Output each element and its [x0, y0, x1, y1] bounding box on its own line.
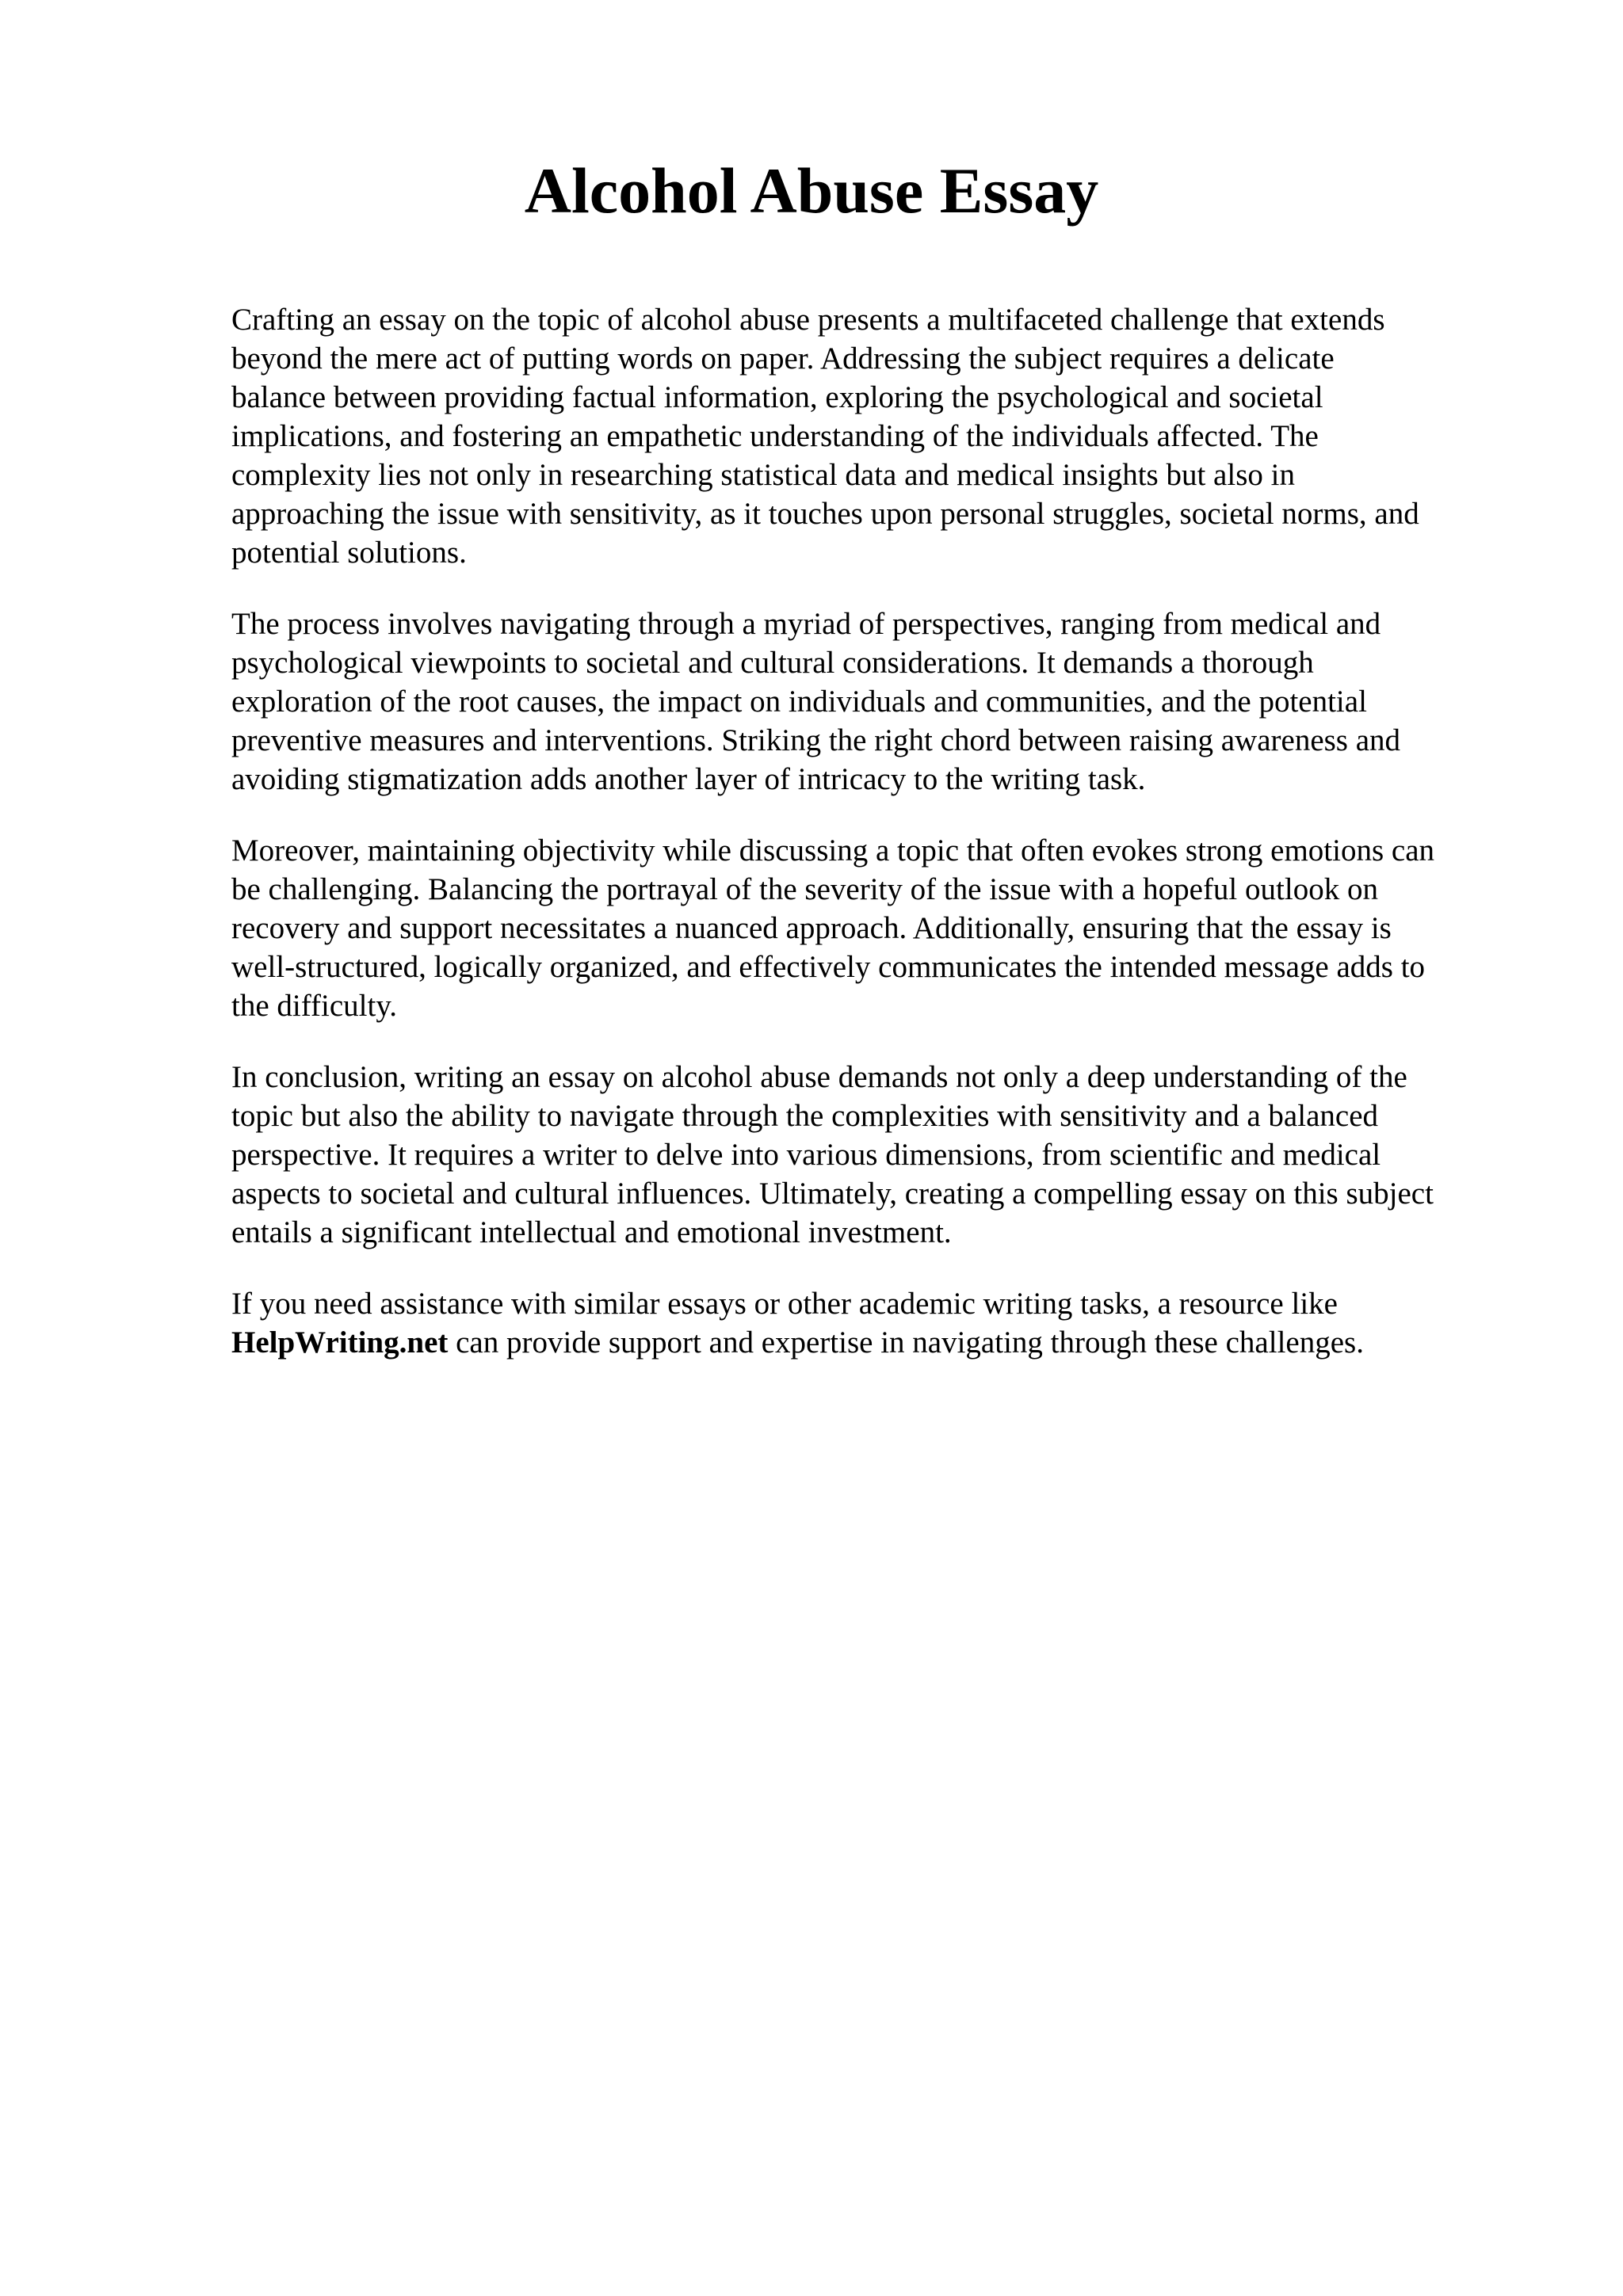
- closing-text: can provide support and expertise in navigating through these challenges.: [448, 1325, 1364, 1360]
- text-line: psychological viewpoints to societal and cultural considerations. It demands a thorough: [231, 646, 1314, 680]
- text-line: be challenging. Balancing the portrayal of the severity of the issue with a hopeful outlook on: [231, 872, 1378, 906]
- text-line: exploration of the root causes, the impact on individuals and communities, and the potential: [231, 685, 1367, 719]
- text-line: topic but also the ability to navigate through the complexities with sensitivity and a balanced: [231, 1099, 1378, 1133]
- text-line: Moreover, maintaining objectivity while discussing a topic that often evokes strong emotions can: [231, 833, 1435, 868]
- paragraph-2: [231, 605, 1533, 799]
- paragraph-4: [231, 1058, 1533, 1252]
- text-line: approaching the issue with sensitivity, as it touches upon personal struggles, societal norms, and: [231, 497, 1419, 531]
- paragraph-1: [231, 300, 1533, 572]
- text-line: recovery and support necessitates a nuanced approach. Additionally, ensuring that the essay is: [231, 911, 1392, 945]
- text-line: If you need assistance with similar essays or other academic writing tasks, a resource like: [231, 1287, 1338, 1321]
- text-line: [231, 1323, 1533, 1362]
- text-line: well-structured, logically organized, and effectively communicates the intended message adds to: [231, 950, 1426, 984]
- text-line: The process involves navigating through a myriad of perspectives, ranging from medical and: [231, 607, 1381, 641]
- text-line: the difficulty.: [231, 989, 398, 1023]
- brand-name: HelpWriting.net: [231, 1325, 449, 1360]
- text-line: Crafting an essay on the topic of alcohol abuse presents a multifaceted challenge that extends: [231, 303, 1385, 337]
- text-line: implications, and fostering an empathetic understanding of the individuals affected. The: [231, 419, 1319, 453]
- document-body: [231, 300, 1533, 1394]
- text-line: entails a significant intellectual and emotional investment.: [231, 1215, 952, 1249]
- text-line: perspective. It requires a writer to delve into various dimensions, from scientific and medical: [231, 1138, 1381, 1172]
- closing-paragraph: [231, 1284, 1533, 1362]
- text-line: In conclusion, writing an essay on alcohol abuse demands not only a deep understanding of the: [231, 1060, 1407, 1094]
- paragraph-3: [231, 831, 1533, 1025]
- text-line: potential solutions.: [231, 536, 467, 570]
- document-title: Alcohol Abuse Essay: [524, 154, 1099, 227]
- text-line: beyond the mere act of putting words on paper. Addressing the subject requires a delicate: [231, 341, 1335, 376]
- text-line: avoiding stigmatization adds another layer of intricacy to the writing task.: [231, 762, 1146, 796]
- text-line: balance between providing factual information, exploring the psychological and societal: [231, 380, 1323, 414]
- text-line: aspects to societal and cultural influences. Ultimately, creating a compelling essay on this subject: [231, 1177, 1434, 1211]
- text-line: preventive measures and interventions. Striking the right chord between raising awareness and: [231, 723, 1401, 757]
- text-line: complexity lies not only in researching statistical data and medical insights but also in: [231, 458, 1295, 492]
